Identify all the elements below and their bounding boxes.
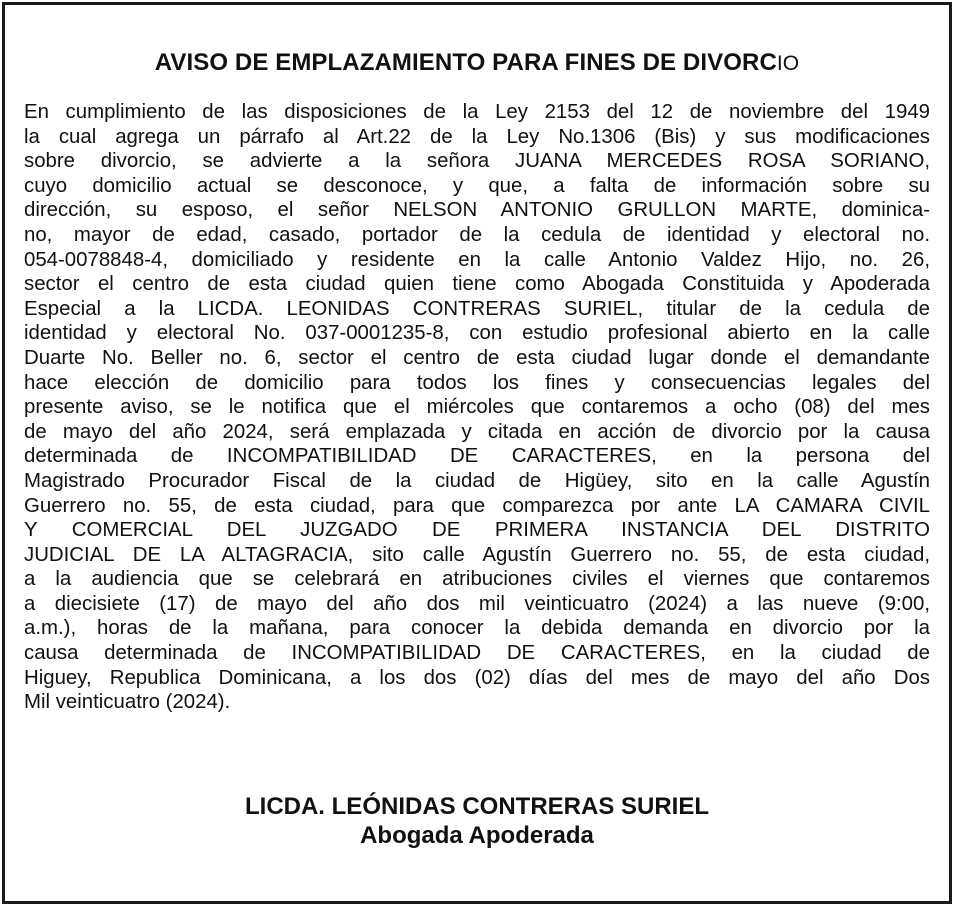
body-line: hace elección de domicilio para todos los fines y consecuencias legales del (24, 371, 930, 394)
body-line: En cumplimiento de las disposiciones de la Ley 2153 del 12 de noviembre del 1949 (24, 101, 930, 123)
body-line: determinada de INCOMPATIBILIDAD DE CARACTERES, en la persona del (24, 445, 930, 468)
body-line: no, mayor de edad, casado, portador de la cedula de identidad y electoral no. (24, 223, 930, 246)
body-line: sector el centro de esta ciudad quien tiene como Abogada Constituida y Apoderada (24, 273, 930, 296)
notice-body (24, 100, 930, 715)
body-line: Especial a la LICDA. LEONIDAS CONTRERAS SURIEL, titular de la cedula de (24, 297, 930, 320)
body-line: causa determinada de INCOMPATIBILIDAD DE CARACTERES, en la ciudad de (24, 642, 930, 665)
signature-name: LICDA. LEÓNIDAS CONTRERAS SURIEL (244, 793, 709, 820)
body-line: JUDICIAL DE LA ALTAGRACIA, sito calle Agustín Guerrero no. 55, de esta ciudad, (24, 543, 930, 566)
body-line: a la audiencia que se celebrará en atribuciones civiles el viernes que contaremos (24, 568, 930, 591)
title-tail: IO (776, 52, 800, 75)
body-line: 054-0078848-4, domiciliado y residente en la calle Antonio Valdez Hijo, no. 26, (24, 248, 930, 271)
body-line: Higuey, Republica Dominicana, a los dos (02) días del mes de mayo del año Dos (24, 666, 930, 689)
notice-title (5, 49, 949, 77)
body-line: la cual agrega un párrafo al Art.22 de la Ley No.1306 (Bis) y sus modificaciones (24, 125, 930, 148)
body-line: Y COMERCIAL DEL JUZGADO DE PRIMERA INSTANCIA DEL DISTRITO (24, 519, 930, 542)
body-line: a.m.), horas de la mañana, para conocer la debida demanda en divorcio por la (24, 617, 930, 640)
body-line: Guerrero no. 55, de esta ciudad, para que comparezca por ante LA CAMARA CIVIL (24, 494, 930, 517)
body-line: cuyo domicilio actual se desconoce, y que, a falta de información sobre su (24, 174, 930, 197)
body-line: a diecisiete (17) de mayo del año dos mil veinticuatro (2024) a las nueve (9:00, (24, 592, 930, 615)
title-main: AVISO DE EMPLAZAMIENTO PARA FINES DE DIVORC (154, 49, 777, 76)
body-line: dirección, su esposo, el señor NELSON ANTONIO GRULLON MARTE, dominica- (24, 199, 930, 222)
body-line: identidad y electoral No. 037-0001235-8, con estudio profesional abierto en la calle (24, 322, 930, 345)
notice-frame (2, 2, 952, 904)
body-line: presente aviso, se le notifica que el miércoles que contaremos a ocho (08) del mes (24, 396, 930, 419)
body-line: Magistrado Procurador Fiscal de la ciudad de Higüey, sito en la calle Agustín (24, 469, 930, 492)
signature-role: Abogada Apoderada (360, 822, 594, 849)
body-line: Duarte No. Beller no. 6, sector el centro de esta ciudad lugar donde el demandante (24, 346, 930, 369)
body-line: sobre divorcio, se advierte a la señora JUANA MERCEDES ROSA SORIANO, (24, 150, 930, 173)
body-line: Mil veinticuatro (2024). (24, 691, 231, 714)
body-line: de mayo del año 2024, será emplazada y citada en acción de divorcio por la causa (24, 420, 930, 443)
